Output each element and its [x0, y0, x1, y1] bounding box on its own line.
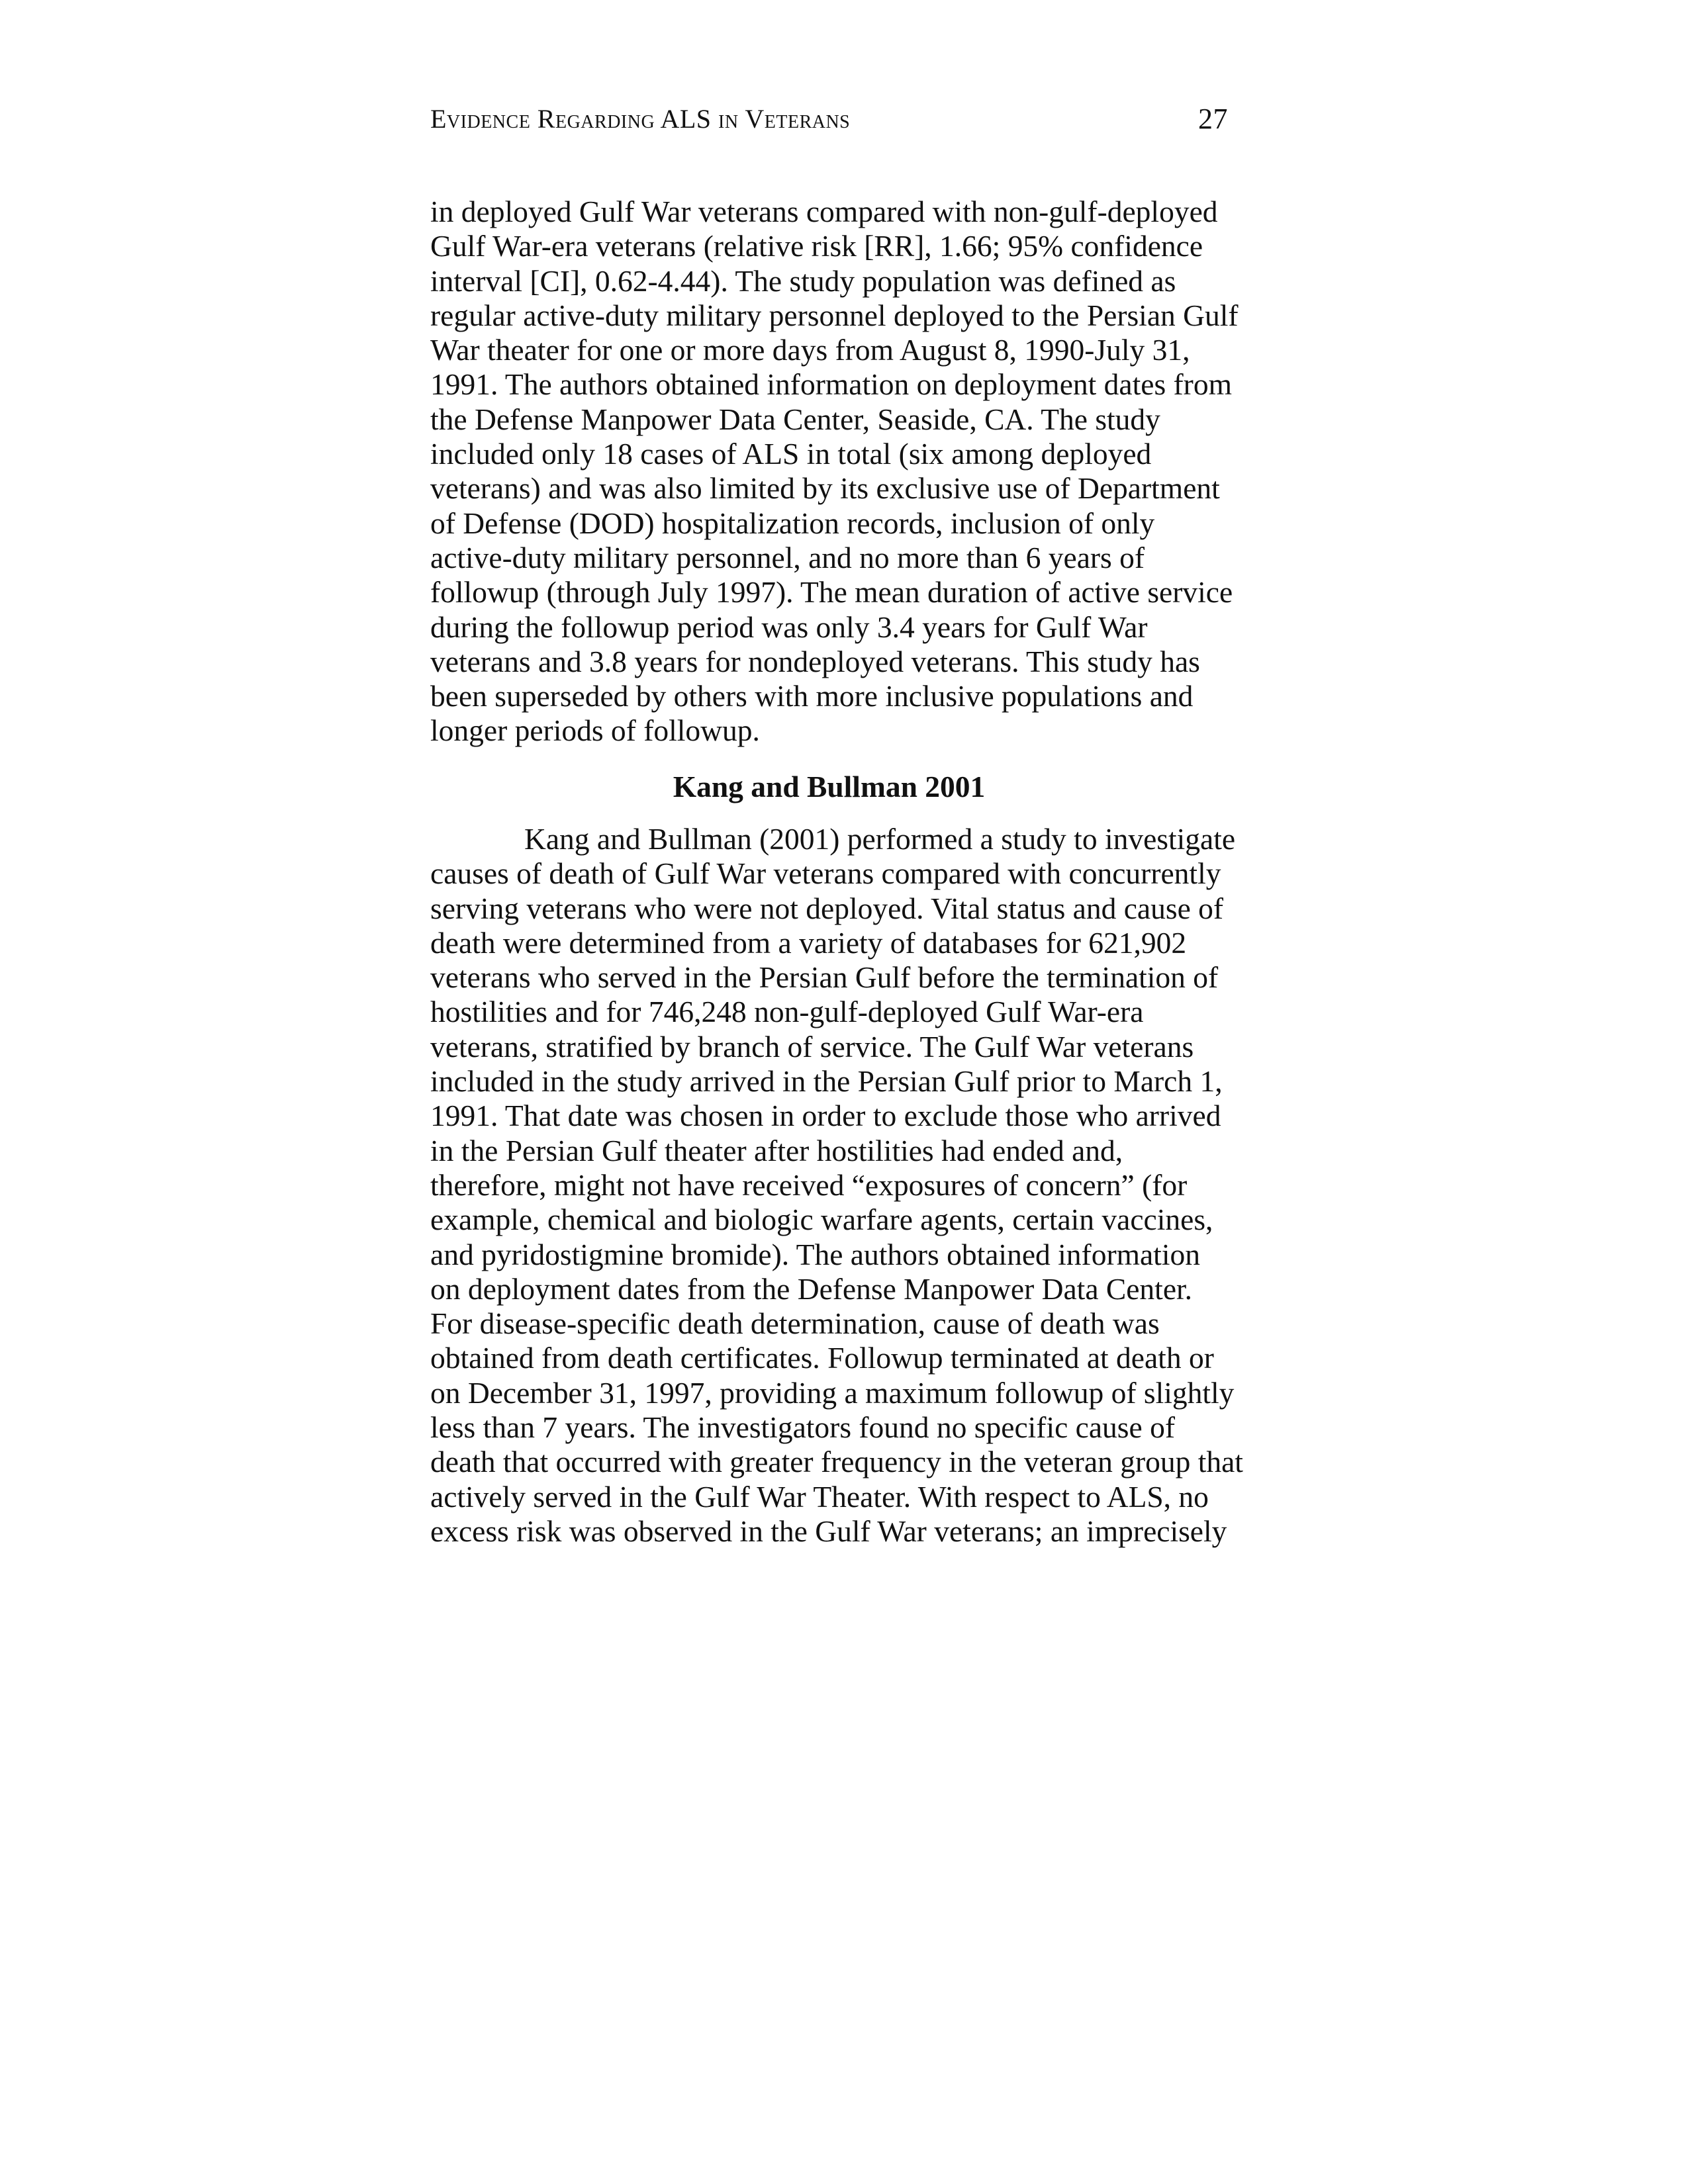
text-line: example, chemical and biologic warfare agents, certain vaccines, — [430, 1203, 1213, 1237]
running-title: Evidence Regarding ALS in Veterans — [430, 104, 851, 134]
text-line: in the Persian Gulf theater after hostilities had ended and, — [430, 1133, 1123, 1167]
text-line: causes of death of Gulf War veterans compared with concurrently — [430, 856, 1221, 891]
text-line: obtained from death certificates. Followup terminated at death or — [430, 1341, 1214, 1375]
paragraph-kang-bullman — [430, 822, 1251, 1549]
text-line: Kang and Bullman (2001) performed a study to investigate — [524, 822, 1236, 856]
text-line: interval [CI], 0.62-4.44). The study population was defined as — [430, 263, 1176, 298]
text-line: longer periods of followup. — [430, 713, 760, 748]
text-line: veterans) and was also limited by its exclusive use of Department — [430, 471, 1220, 506]
text-line: in deployed Gulf War veterans compared with non-gulf-deployed — [430, 195, 1218, 228]
text-line: therefore, might not have received “exposures of concern” (for — [430, 1167, 1188, 1202]
text-line: death that occurred with greater frequency in the veteran group that — [430, 1445, 1243, 1479]
text-line: For disease-specific death determination, cause of death was — [430, 1306, 1160, 1341]
text-line: on deployment dates from the Defense Manpower Data Center. — [430, 1271, 1193, 1306]
text-line: less than 7 years. The investigators found no specific cause of — [430, 1410, 1175, 1445]
text-line: and pyridostigmine bromide). The authors obtained information — [430, 1237, 1200, 1271]
text-line: 1991. That date was chosen in order to exclude those who arrived — [430, 1099, 1221, 1133]
text-line: followup (through July 1997). The mean duration of active service — [430, 575, 1233, 610]
text-line: War theater for one or more days from August 8, 1990-July 31, — [430, 333, 1190, 367]
section-heading: Kang and Bullman 2001 — [673, 770, 986, 803]
text-line: of Defense (DOD) hospitalization records, inclusion of only — [430, 506, 1155, 540]
text-line: veterans, stratified by branch of service. The Gulf War veterans — [430, 1029, 1194, 1064]
text-line: veterans and 3.8 years for nondeployed veterans. This study has — [430, 644, 1200, 678]
page-number: 27 — [1198, 103, 1228, 135]
text-line: during the followup period was only 3.4 years for Gulf War — [430, 610, 1148, 644]
text-line: included only 18 cases of ALS in total (six among deployed — [430, 437, 1152, 471]
text-line: included in the study arrived in the Persian Gulf prior to March 1, — [430, 1064, 1223, 1099]
text-line: hostilities and for 746,248 non-gulf-deployed Gulf War-era — [430, 995, 1144, 1029]
text-line: regular active-duty military personnel deployed to the Persian Gulf — [430, 298, 1239, 332]
text-line: serving veterans who were not deployed. Vital status and cause of — [430, 891, 1224, 925]
text-line: on December 31, 1997, providing a maximum followup of slightly — [430, 1375, 1235, 1410]
text-line: 1991. The authors obtained information on deployment dates from — [430, 367, 1232, 402]
running-header — [430, 99, 1228, 139]
text-line: actively served in the Gulf War Theater. With respect to ALS, no — [430, 1479, 1209, 1514]
text-line: excess risk was observed in the Gulf War veterans; an imprecisely — [430, 1514, 1227, 1548]
paragraph-continued — [430, 195, 1251, 749]
text-line: Gulf War-era veterans (relative risk [RR], 1.66; 95% confidence — [430, 229, 1203, 263]
text-line: active-duty military personnel, and no more than 6 years of — [430, 540, 1145, 574]
text-line: death were determined from a variety of databases for 621,902 — [430, 925, 1187, 960]
text-line: been superseded by others with more inclusive populations and — [430, 679, 1194, 713]
text-line: veterans who served in the Persian Gulf before the termination of — [430, 960, 1219, 995]
text-line: the Defense Manpower Data Center, Seaside, CA. The study — [430, 402, 1160, 436]
